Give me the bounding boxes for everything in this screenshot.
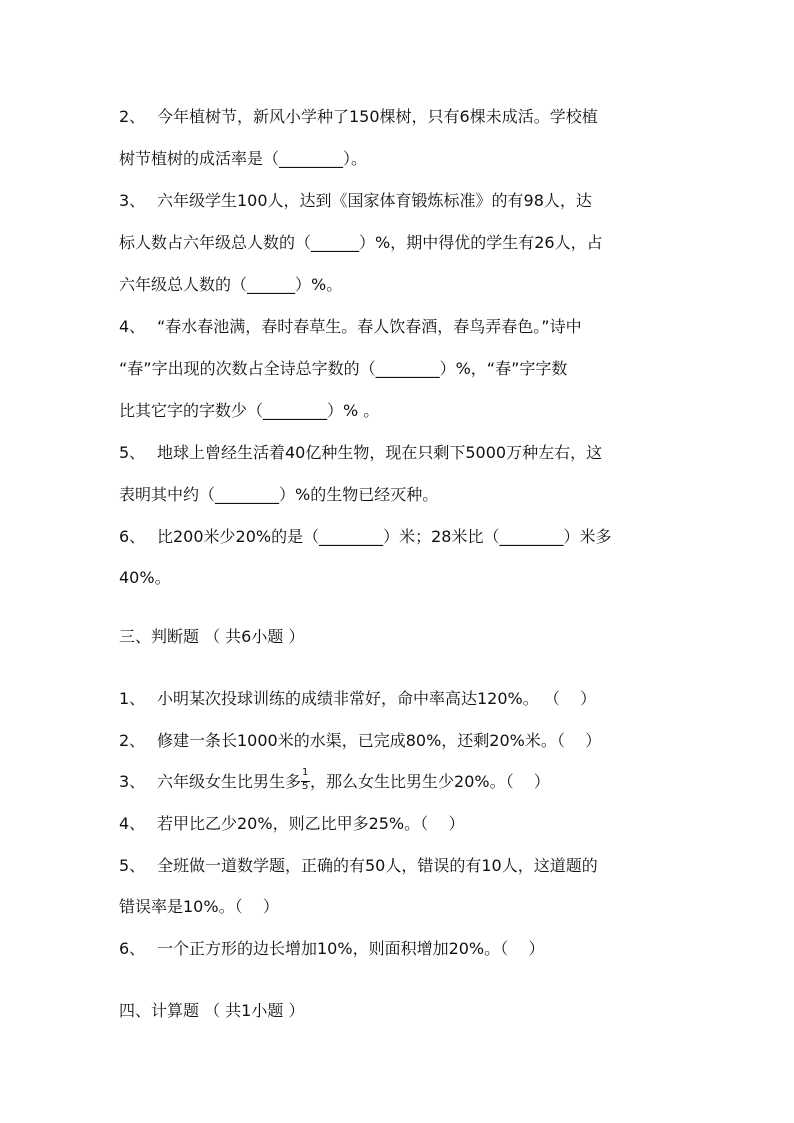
question-2-line-2 xyxy=(119,148,367,170)
question-3-line-2 xyxy=(119,232,603,254)
question-text: 表明其中约（________）%的生物已经灭种。 xyxy=(119,485,439,504)
question-text: 今年植树节，新风小学种了150棵树，只有6棵未成活。学校植 xyxy=(157,107,598,126)
question-text: 比其它字的字数少（________）% 。 xyxy=(119,401,380,420)
judge-item-1 xyxy=(119,688,596,710)
question-6-line-1 xyxy=(119,526,611,548)
question-text: 六年级总人数的（______）%。 xyxy=(119,275,343,294)
question-text: 六年级学生100人，达到《国家体育锻炼标准》的有98人，达 xyxy=(157,191,592,210)
judge-item-5-line-1 xyxy=(119,855,598,877)
question-text: 错误率是10%。（ ） xyxy=(119,897,279,916)
question-number: 2、 xyxy=(119,731,146,750)
judge-item-2 xyxy=(119,730,601,752)
question-number: 6、 xyxy=(119,527,146,546)
question-number: 3、 xyxy=(119,772,146,791)
question-number: 1、 xyxy=(119,689,146,708)
question-2-line-1 xyxy=(119,106,598,128)
question-text: 全班做一道数学题，正确的有50人，错误的有10人，这道题的 xyxy=(157,856,598,875)
question-4-line-2 xyxy=(119,358,567,380)
judge-item-5-line-2 xyxy=(119,896,279,918)
question-number: 6、 xyxy=(119,939,146,958)
question-text: ，那么女生比男生少20%。（ ） xyxy=(310,772,550,791)
question-number: 3、 xyxy=(119,191,146,210)
question-number: 5、 xyxy=(119,443,146,462)
section-3-heading: 三、判断题 （ 共6小题 ） xyxy=(119,627,305,646)
question-3-line-3 xyxy=(119,274,342,296)
question-text: 小明某次投球训练的成绩非常好，命中率高达120%。 （ ） xyxy=(157,689,597,708)
question-text: 地球上曾经生活着40亿种生物，现在只剩下5000万种左右，这 xyxy=(157,443,603,462)
judge-item-4 xyxy=(119,813,464,835)
question-text: “春”字出现的次数占全诗总字数的（________）%，“春”字字数 xyxy=(119,359,568,378)
question-number: 5、 xyxy=(119,856,146,875)
question-text: 六年级女生比男生多 xyxy=(157,772,302,791)
question-6-line-2 xyxy=(119,567,171,589)
fraction-denominator: 5 xyxy=(302,781,309,792)
question-4-line-3 xyxy=(119,400,379,422)
question-text: “春水春池满，春时春草生。春人饮春酒，春鸟弄春色。”诗中 xyxy=(157,317,582,336)
fraction-numerator: 1 xyxy=(302,767,309,778)
question-number: 4、 xyxy=(119,317,146,336)
judge-item-3 xyxy=(119,767,550,793)
question-number: 2、 xyxy=(119,107,146,126)
question-3-line-1 xyxy=(119,190,592,212)
section-4-heading: 四、计算题 （ 共1小题 ） xyxy=(119,1001,305,1020)
question-number: 4、 xyxy=(119,814,146,833)
judge-item-6 xyxy=(119,938,544,960)
question-text: 树节植树的成活率是（________）。 xyxy=(119,149,368,168)
question-text: 标人数占六年级总人数的（______）%，期中得优的学生有26人，占 xyxy=(119,233,603,252)
question-text: 40%。 xyxy=(119,568,171,587)
question-4-line-1 xyxy=(119,316,582,338)
fraction-one-fifth xyxy=(301,767,310,793)
question-text: 一个正方形的边长增加10%，则面积增加20%。（ ） xyxy=(157,939,545,958)
question-5-line-1 xyxy=(119,442,602,464)
question-text: 比200米少20%的是（________）米；28米比（________）米多 xyxy=(157,527,612,546)
question-text: 修建一条长1000米的水渠，已完成80%，还剩20%米。（ ） xyxy=(157,731,602,750)
question-text: 若甲比乙少20%，则乙比甲多25%。（ ） xyxy=(157,814,465,833)
question-5-line-2 xyxy=(119,484,438,506)
